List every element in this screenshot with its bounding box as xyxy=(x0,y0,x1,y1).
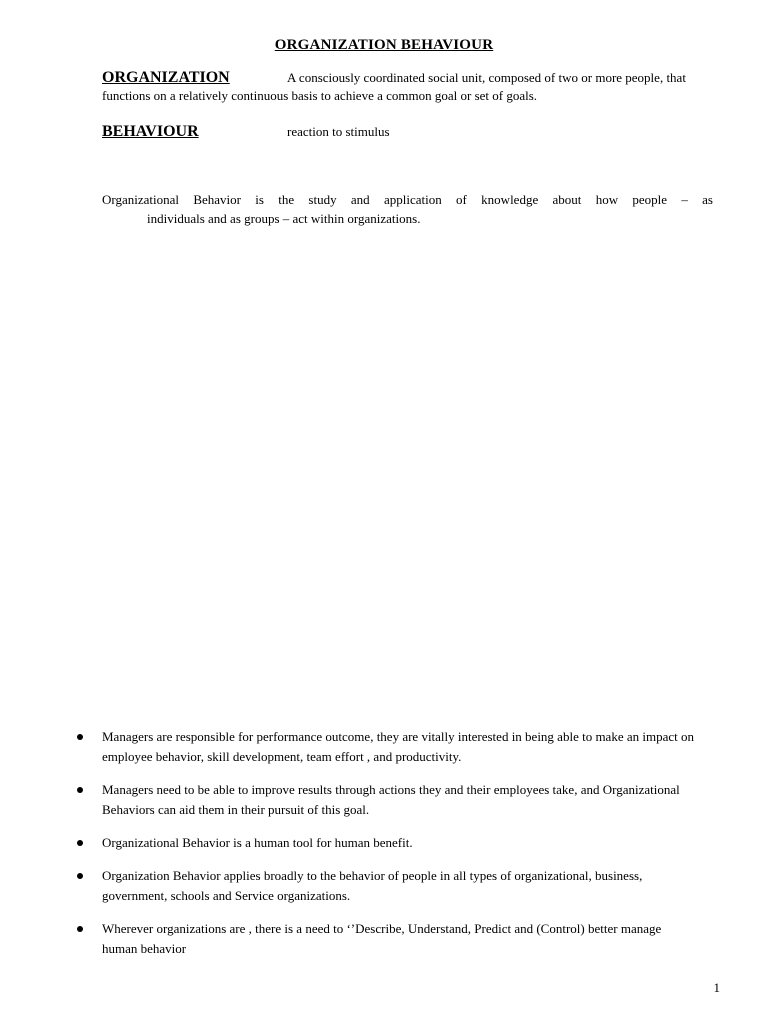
list-item-text: Wherever organizations are , there is a need to ‘’Describe, Understand, Predict and (Control) better manage human behavior xyxy=(102,921,662,956)
definition-behaviour xyxy=(102,123,702,141)
list-item xyxy=(74,780,694,820)
list-item-text: Managers are responsible for performance outcome, they are vitally interested in being able to make an impact on employee behavior, skill development, team effort , and productivity. xyxy=(102,729,694,764)
definition-term: BEHAVIOUR xyxy=(102,123,199,140)
list-item-text: Managers need to be able to improve results through actions they and their employees take, and Organizational Behaviors can aid them in their pursuit of this goal. xyxy=(102,782,680,817)
bullet-icon xyxy=(77,787,83,793)
list-item xyxy=(74,727,694,767)
bullet-icon xyxy=(77,873,83,879)
definition-term: ORGANIZATION xyxy=(102,69,230,86)
definition-organization xyxy=(102,69,702,105)
ob-definition-paragraph xyxy=(102,190,713,228)
bullet-icon xyxy=(77,840,83,846)
bullet-icon xyxy=(77,926,83,932)
paragraph-line: Organizational Behavior is the study and application of knowledge about how people – as xyxy=(102,192,713,207)
list-item xyxy=(74,866,694,906)
definition-text: A consciously coordinated social unit, composed of two or more people, that functions on a relatively continuous basis to achieve a common goal or set of goals. xyxy=(102,70,686,103)
list-item-text: Organization Behavior applies broadly to the behavior of people in all types of organizational, business, government, schools and Service organizations. xyxy=(102,868,643,903)
list-item xyxy=(74,919,694,959)
definition-text: reaction to stimulus xyxy=(287,124,390,139)
paragraph-line: individuals and as groups – act within organizations. xyxy=(147,211,421,226)
bullet-list xyxy=(74,727,694,972)
document-title: ORGANIZATION BEHAVIOUR xyxy=(274,37,494,53)
list-item-text: Organizational Behavior is a human tool for human benefit. xyxy=(102,835,413,850)
page-number: 1 xyxy=(713,980,720,995)
bullet-icon xyxy=(77,734,83,740)
list-item xyxy=(74,833,694,853)
